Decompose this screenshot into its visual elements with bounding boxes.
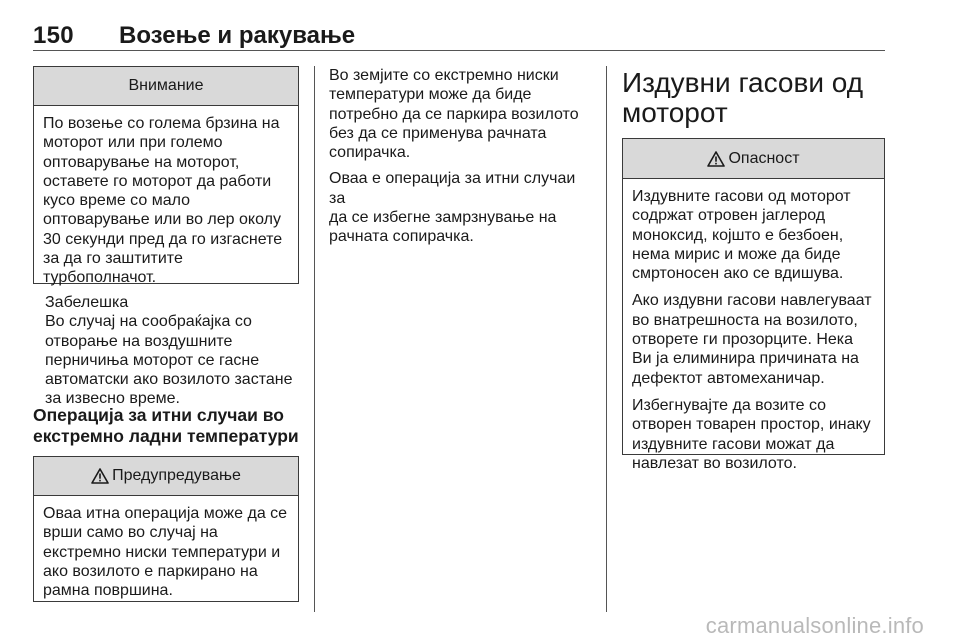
caution-line: оптоварување или во лер околу: [43, 211, 281, 229]
col2-p2-line: да се избегне замрзнување на: [329, 209, 557, 227]
caution-line: за да го заштитите: [43, 250, 183, 268]
warning-triangle-icon: [707, 151, 725, 167]
warning-line: Оваа итна операција може да се: [43, 505, 288, 522]
warning-box-heading: [34, 457, 298, 496]
danger-line: содржат отровен јаглерод: [632, 207, 826, 225]
warning-heading-text: Предупредување: [112, 467, 241, 484]
danger-heading-text: Опасност: [728, 149, 800, 167]
col2-p1-line: Во земјите со екстремно ниски: [329, 67, 559, 84]
note-label: Забелешка: [45, 294, 129, 311]
note-line: перничиња моторот се гасне: [45, 351, 260, 369]
caution-line: По возење со голема брзина на: [43, 115, 280, 132]
subheading-emergency-operation: [33, 405, 303, 447]
danger-line: Ви ја елиминира причината на: [632, 350, 859, 368]
danger-line: Издувните гасови од моторот: [632, 188, 851, 205]
caution-box-body: [34, 106, 298, 288]
running-title: Возење и ракување: [119, 22, 356, 49]
warning-line: екстремно ниски температури и: [43, 543, 281, 561]
danger-line: отворен товарен простор, инаку: [632, 416, 871, 434]
caution-line: оставете го моторот да работи: [43, 172, 272, 190]
section-title-exhaust-gases: [622, 68, 884, 128]
column-divider-right: [606, 66, 607, 612]
danger-line: моноксид, којшто е безбоен,: [632, 226, 844, 244]
col2-p1-line: без да се применува рачната: [329, 124, 547, 142]
danger-line: отворете ги прозорците. Нека: [632, 331, 854, 349]
caution-box-heading: Внимание: [34, 67, 298, 106]
danger-box-body: [623, 179, 884, 473]
caution-line: оптоварување на моторот,: [43, 153, 240, 171]
column-2-text: [329, 66, 591, 254]
col2-p1-line: потребно да се паркира возилото: [329, 105, 579, 123]
note-line: отворање на воздушните: [45, 332, 233, 350]
caution-line: моторот или при големо: [43, 134, 223, 152]
danger-box-heading: [623, 139, 884, 179]
danger-line: Избегнувајте да возите со: [632, 396, 827, 414]
note-line: Во случај на сообраќајка со: [45, 313, 252, 331]
danger-paragraph-2: [632, 291, 875, 387]
col2-p1-line: температури може да биде: [329, 86, 532, 104]
note-line: автоматски ако возилото застане: [45, 371, 293, 389]
note-line: за извесно време.: [45, 390, 180, 408]
warning-box: [33, 456, 299, 602]
subheading-line: екстремно ладни температури: [33, 426, 299, 446]
watermark: carmanualsonline.info: [705, 613, 924, 638]
warning-triangle-icon: [91, 468, 109, 484]
danger-line: издувните гасови можат да: [632, 435, 835, 453]
page-header: [33, 22, 885, 52]
col2-p2-line: Оваа е операција за итни случаи за: [329, 170, 576, 207]
col2-p2-line: рачната сопирачка.: [329, 228, 474, 246]
caution-line: 30 секунди пред да го изгаснете: [43, 230, 283, 248]
section-title-line: Издувни гасови од: [622, 67, 864, 98]
section-title-line: моторот: [622, 97, 728, 128]
danger-line: дефектот автомеханичар.: [632, 369, 825, 387]
caution-line: кусо време со мало: [43, 192, 190, 210]
col2-paragraph-2: [329, 169, 591, 246]
warning-line: рамна површина.: [43, 582, 173, 600]
page-number: 150: [33, 22, 74, 49]
danger-line: смртоносен ако се вдишува.: [632, 265, 844, 283]
col2-paragraph-1: [329, 66, 591, 162]
danger-line: навлезат во возилото.: [632, 454, 797, 472]
danger-line: во внатрешноста на возилото,: [632, 311, 858, 329]
note-block: [45, 293, 300, 409]
header-rule: [33, 50, 885, 51]
danger-paragraph-1: [632, 187, 875, 283]
warning-line: врши само во случај на: [43, 524, 218, 542]
subheading-line: Операција за итни случаи во: [33, 405, 284, 425]
danger-paragraph-3: [632, 396, 875, 473]
danger-line: нема мирис и може да биде: [632, 245, 841, 263]
danger-box: [622, 138, 885, 472]
column-divider-left: [314, 66, 315, 612]
danger-line: Ако издувни гасови навлегуваат: [632, 292, 872, 310]
warning-box-body: [34, 496, 298, 600]
caution-line: турбополначот.: [43, 269, 157, 287]
warning-line: ако возилото е паркирано на: [43, 562, 258, 580]
caution-box: [33, 66, 299, 287]
col2-p1-line: сопирачка.: [329, 144, 411, 162]
